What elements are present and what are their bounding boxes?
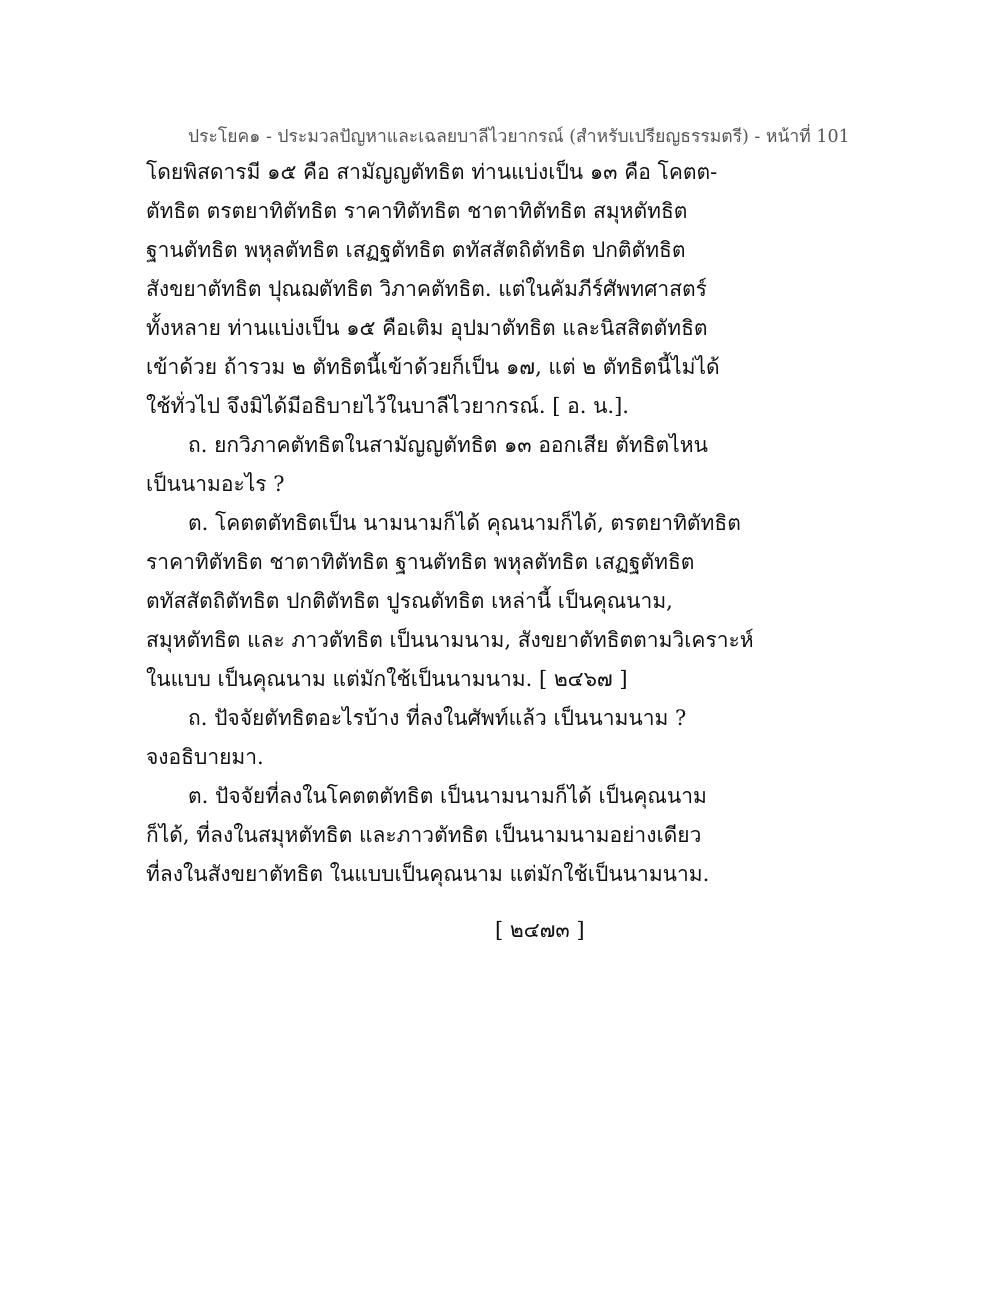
text-line: ตทัสสัตถิตัทธิต ปกติตัทธิต ปูรณตัทธิต เหล่านี้ เป็นคุณนาม, <box>146 589 673 613</box>
body-text <box>146 153 754 894</box>
text-line: ตัทธิต ตรตยาทิตัทธิต ราคาทิตัทธิต ชาตาทิตัทธิต สมุหตัทธิต <box>146 199 688 223</box>
text-line: สังขยาตัทธิต ปุณฌตัทธิต วิภาคตัทธิต. แต่ในคัมภีร์ศัพทศาสตร์ <box>146 277 707 301</box>
text-line: ทั้งหลาย ท่านแบ่งเป็น ๑๕ คือเติม อุปมาตัทธิต และนิสสิตตัทธิต <box>146 316 708 340</box>
text-line: ที่ลงในสังขยาตัทธิต ในแบบเป็นคุณนาม แต่มักใช้เป็นนามนาม. <box>146 862 710 886</box>
text-line: สมุหตัทธิต และ ภาวตัทธิต เป็นนามนาม, สังขยาตัทธิตตามวิเคราะห์ <box>146 628 754 652</box>
text-line: ฐานตัทธิต พหุลตัทธิต เสฏฐตัทธิต ตทัสสัตถิตัทธิต ปกติตัทธิต <box>146 238 686 262</box>
text-line: ก็ได้, ที่ลงในสมุหตัทธิต และภาวตัทธิต เป็นนามนามอย่างเดียว <box>146 823 702 847</box>
page-header: ประโยค๑ - ประมวลปัญหาและเฉลยบาลีไวยากรณ์ (สำหรับเปรียญธรรมตรี) - หน้าที่ 101 <box>188 127 850 147</box>
text-line: ใช้ทั่วไป จึงมิได้มีอธิบายไว้ในบาลีไวยากรณ์. [ อ. น.]. <box>146 394 629 418</box>
year-reference: [ ๒๔๗๓ ] <box>495 918 585 942</box>
text-line: เป็นนามอะไร ? <box>146 472 285 496</box>
question-line: ถ. ปัจจัยตัทธิตอะไรบ้าง ที่ลงในศัพท์แล้ว เป็นนามนาม ? <box>188 706 687 730</box>
answer-line: ต. โคตตตัทธิตเป็น นามนามก็ได้ คุณนามก็ได้, ตรตยาทิตัทธิต <box>188 511 741 535</box>
text-line: ในแบบ เป็นคุณนาม แต่มักใช้เป็นนามนาม. [ ๒๔๖๗ ] <box>146 667 628 691</box>
question-line: ถ. ยกวิภาคตัทธิตในสามัญญตัทธิต ๑๓ ออกเสีย ตัทธิตไหน <box>188 433 708 457</box>
text-line: โดยพิสดารมี ๑๕ คือ สามัญญตัทธิต ท่านแบ่งเป็น ๑๓ คือ โคตต- <box>146 160 718 184</box>
text-line: จงอธิบายมา. <box>146 745 264 769</box>
text-line: ราคาทิตัทธิต ชาตาทิตัทธิต ฐานตัทธิต พหุลตัทธิต เสฏฐตัทธิต <box>146 550 695 574</box>
text-line: เข้าด้วย ถ้ารวม ๒ ตัทธิตนี้เข้าด้วยก็เป็น ๑๗, แต่ ๒ ตัทธิตนี้ไม่ได้ <box>146 355 720 379</box>
answer-line: ต. ปัจจัยที่ลงในโคตตตัทธิต เป็นนามนามก็ได้ เป็นคุณนาม <box>188 784 707 808</box>
